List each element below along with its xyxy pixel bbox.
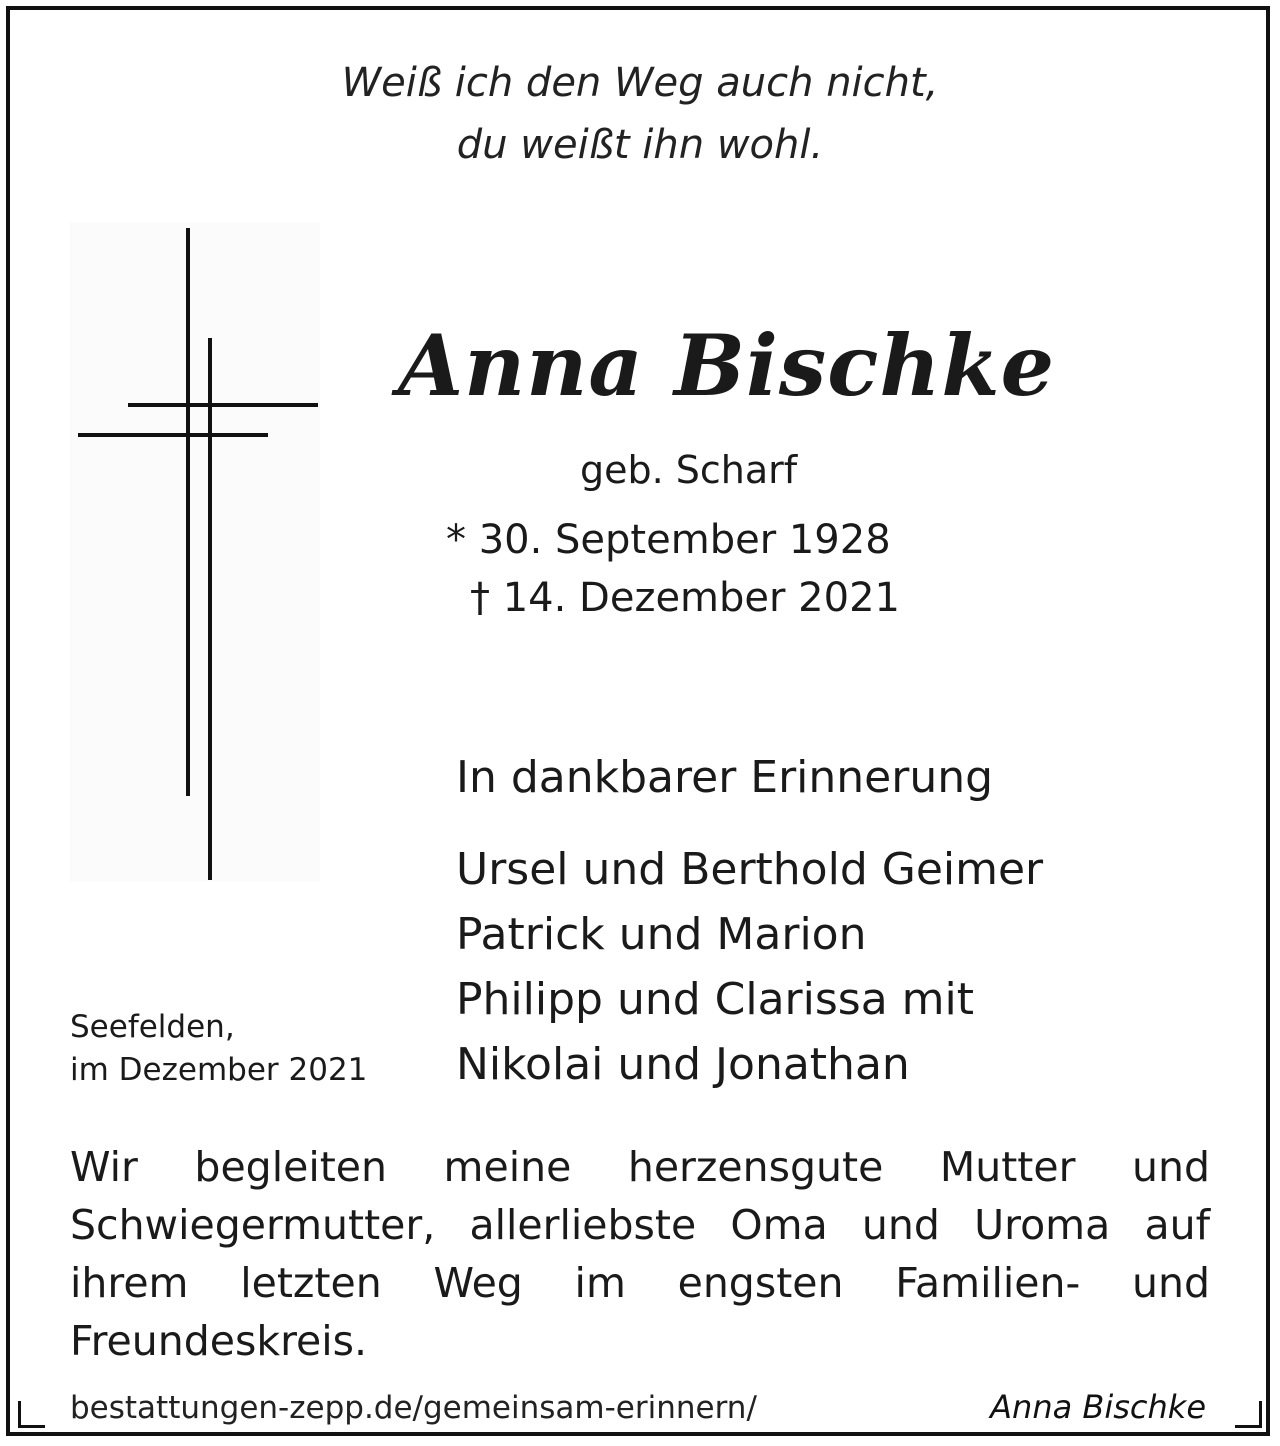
notice-paragraph: Wir begleiten meine herzensgute Mutter und Schwiegermutter, allerliebste Oma und Uroma auf ihrem letzten Weg im engsten Familien- und Freundeskreis.	[70, 1143, 1210, 1365]
quote-line-1: Weiß ich den Weg auch nicht,	[341, 60, 939, 106]
death-date: † 14. Dezember 2021	[470, 575, 900, 621]
signature: Anna Bischke	[990, 1388, 1206, 1426]
maiden-name: geb. Scharf	[580, 448, 798, 492]
remembrance-heading: In dankbarer Erinnerung	[456, 752, 994, 803]
mourner-line: Ursel und Berthold Geimer	[456, 844, 1044, 895]
birth-date: * 30. September 1928	[446, 517, 891, 563]
deceased-name: Anna Bischke	[398, 316, 1056, 415]
cross-icon	[70, 222, 320, 882]
place-line-1: Seefelden,	[70, 1009, 235, 1045]
corner-ornament-right	[1235, 1401, 1262, 1428]
place-line-2: im Dezember 2021	[70, 1052, 368, 1088]
mourner-line: Patrick und Marion	[456, 909, 867, 960]
memorial-link[interactable]: bestattungen-zepp.de/gemeinsam-erinnern/	[70, 1390, 757, 1426]
quote-line-2: du weißt ihn wohl.	[456, 122, 824, 168]
mourner-line: Philipp und Clarissa mit	[456, 974, 974, 1025]
corner-ornament-left	[18, 1401, 45, 1428]
mourner-line: Nikolai und Jonathan	[456, 1039, 910, 1090]
